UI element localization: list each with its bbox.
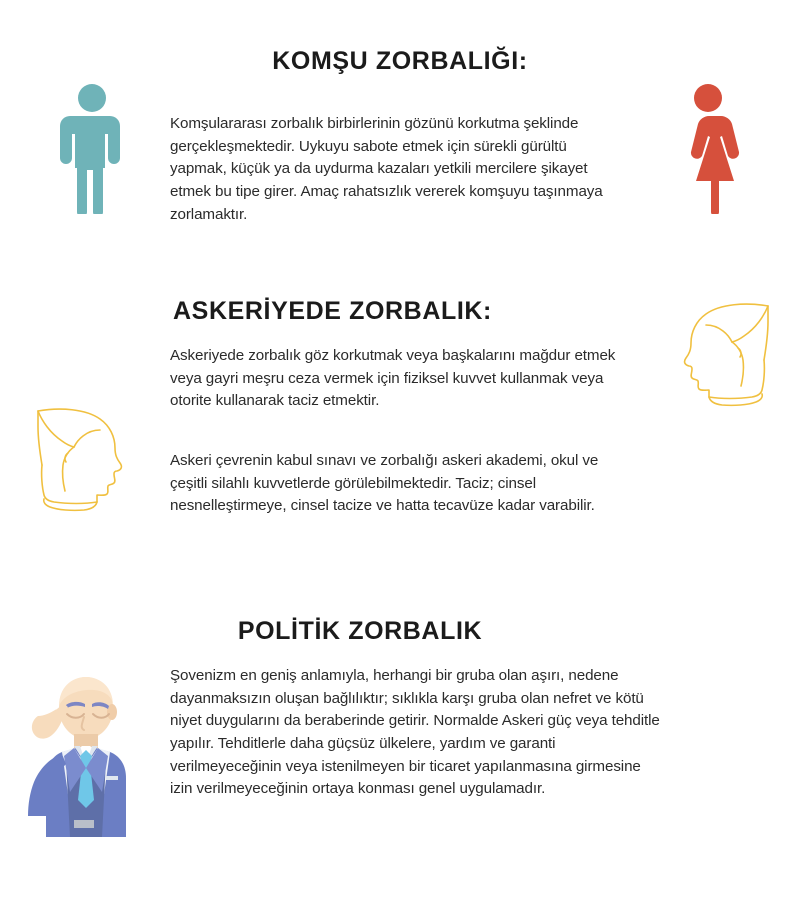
section-paragraph-politik: Şovenizm en geniş anlamıyla, herhangi bir gruba olan aşırı, nedene dayanmaksızın oluşan bağlılıktır; sıklıkla karşı gruba olan nefret ve kötü niyet duygularını da beraberinde getirir. Normalde Askeri güç veya tehditle yapılır. Tehditlerle daha güçsüz ülkelere, yardım ve garanti verilmeyeceğinin veya istenilmeyen bir ticaret yapılanmasına girmesine izin verilmeyeceğinin ortaya konması genel uygulamadır. (170, 667, 660, 798)
section-heading-komsu: KOMŞU ZORBALIĞI: (272, 46, 528, 75)
section-paragraph-askeriye-1: Askeriyede zorbalık göz korkutmak veya başkalarını mağdur etmek veya gayri meşru ceza vermek için fiziksel kuvvet kullanmak veya otorite kullanarak taciz etmektir. (170, 347, 616, 410)
head-profile-right-icon (30, 403, 130, 518)
politician-figure-icon (22, 672, 142, 837)
section-paragraph-komsu: Komşulararası zorbalık birbirlerinin gözünü korkutma şeklinde gerçekleşmektedir. Uykuyu sabote etmek için sürekli gürültü yapmak, küçük ya da uydurma kazaları yetkili mercilere şikayet etmek bu tipe girer. Amaç rahatsızlık vererek komşuyu taşınmaya zorlamaktır. (170, 115, 603, 223)
female-figure-icon (668, 82, 748, 214)
section-paragraph-askeriye-2: Askeri çevrenin kabul sınavı ve zorbalığı askeri akademi, okul ve çeşitli silahlı kuvvetlerde görülebilmektedir. Taciz; cinsel nesnelleştirmeye, cinsel tacize ve hatta tecavüze kadar varabilir. (170, 452, 599, 515)
section-heading-politik: POLİTİK ZORBALIK (237, 616, 483, 645)
male-figure-icon (52, 82, 132, 214)
section-heading-askeriye: ASKERİYEDE ZORBALIK: (173, 296, 492, 325)
head-profile-left-icon (676, 298, 776, 413)
